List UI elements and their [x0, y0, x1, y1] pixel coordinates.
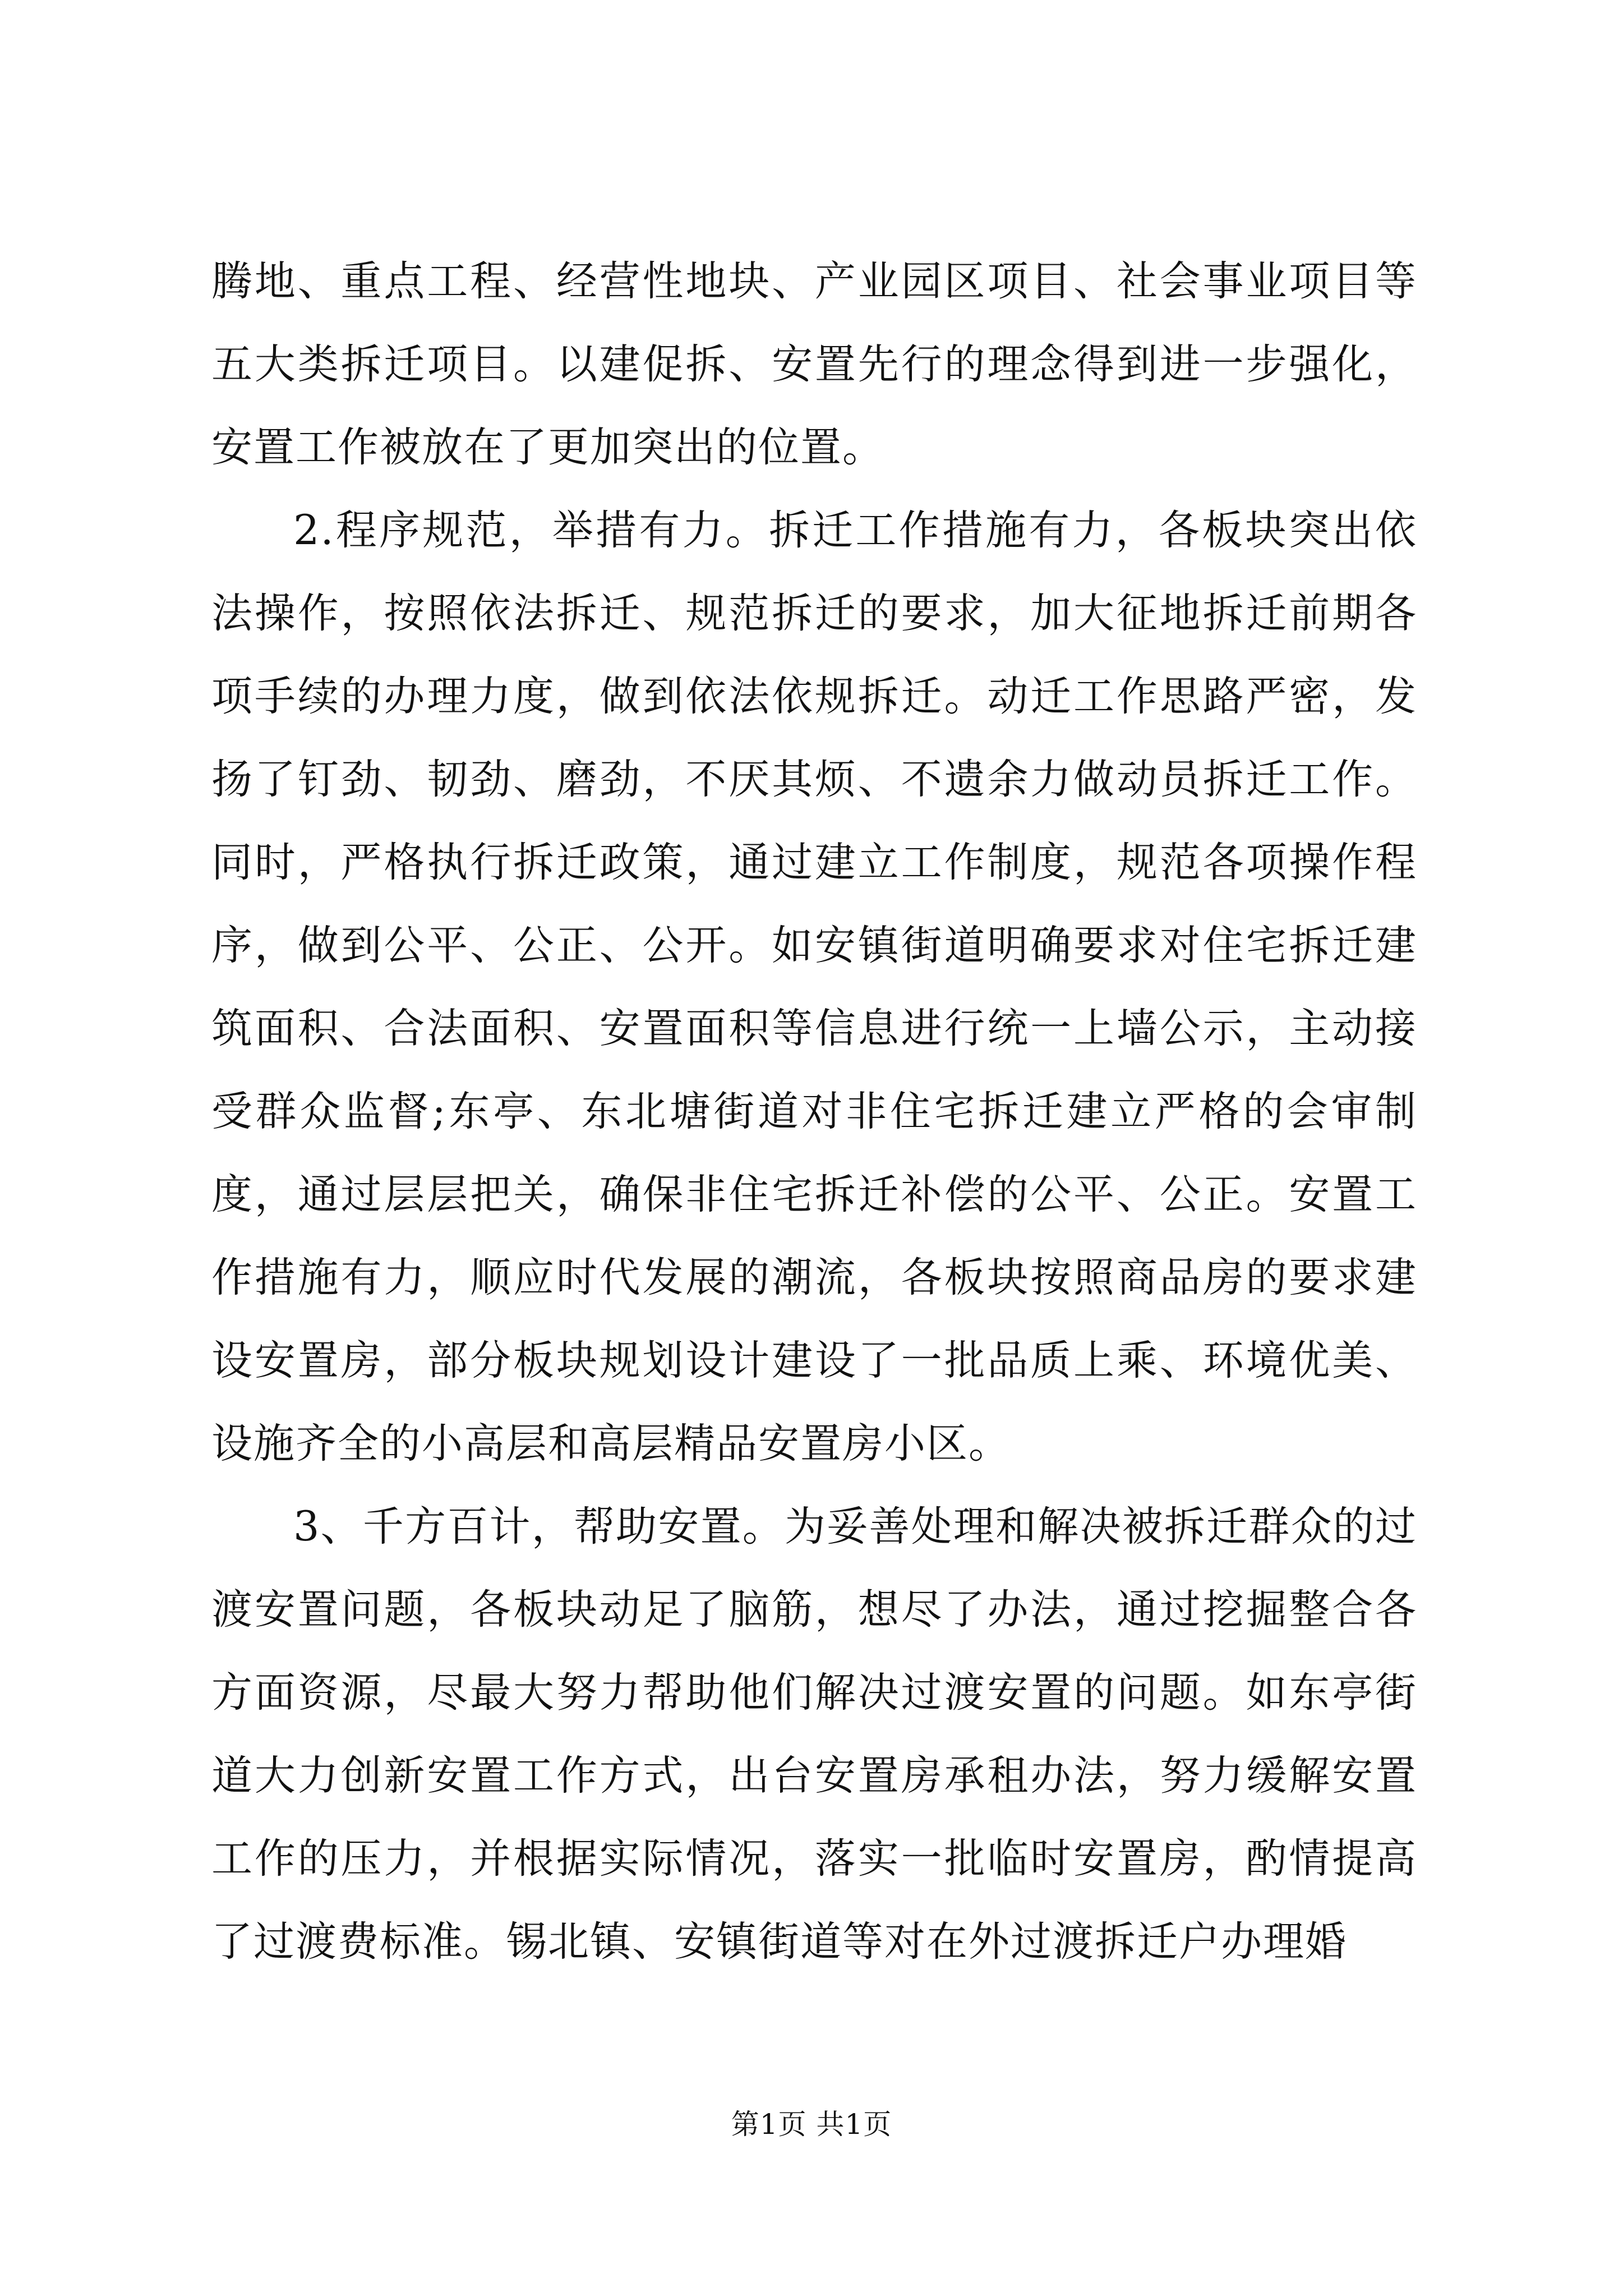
document-body	[211, 240, 1417, 1984]
paragraph-2: 2.程序规范，举措有力。拆迁工作措施有力，各板块突出依法操作，按照依法拆迁、规范拆迁的要求，加大征地拆迁前期各项手续的办理力度，做到依法依规拆迁。动迁工作思路严密，发扬了钉劲、韧劲、磨劲，不厌其烦、不遗余力做动员拆迁工作。同时，严格执行拆迁政策，通过建立工作制度，规范各项操作程序，做到公平、公正、公开。如安镇街道明确要求对住宅拆迁建筑面积、合法面积、安置面积等信息进行统一上墙公示，主动接受群众监督;东亭、东北塘街道对非住宅拆迁建立严格的会审制度，通过层层把关，确保非住宅拆迁补偿的公平、公正。安置工作措施有力，顺应时代发展的潮流，各板块按照商品房的要求建设安置房，部分板块规划设计建设了一批品质上乘、环境优美、设施齐全的小高层和高层精品安置房小区。	[211, 507, 1417, 1467]
paragraph-3: 3、千方百计，帮助安置。为妥善处理和解决被拆迁群众的过渡安置问题，各板块动足了脑筋，想尽了办法，通过挖掘整合各方面资源，尽最大努力帮助他们解决过渡安置的问题。如东亭街道大力创新安置工作方式，出台安置房承租办法，努力缓解安置工作的压力，并根据实际情况，落实一批临时安置房，酌情提高了过渡费标准。锡北镇、安镇街道等对在外过渡拆迁户办理婚	[211, 1503, 1417, 1966]
page-footer: 第1页 共1页	[731, 2108, 892, 2141]
paragraph-1: 腾地、重点工程、经营性地块、产业园区项目、社会事业项目等五大类拆迁项目。以建促拆、安置先行的理念得到进一步强化，安置工作被放在了更加突出的位置。	[211, 257, 1417, 471]
